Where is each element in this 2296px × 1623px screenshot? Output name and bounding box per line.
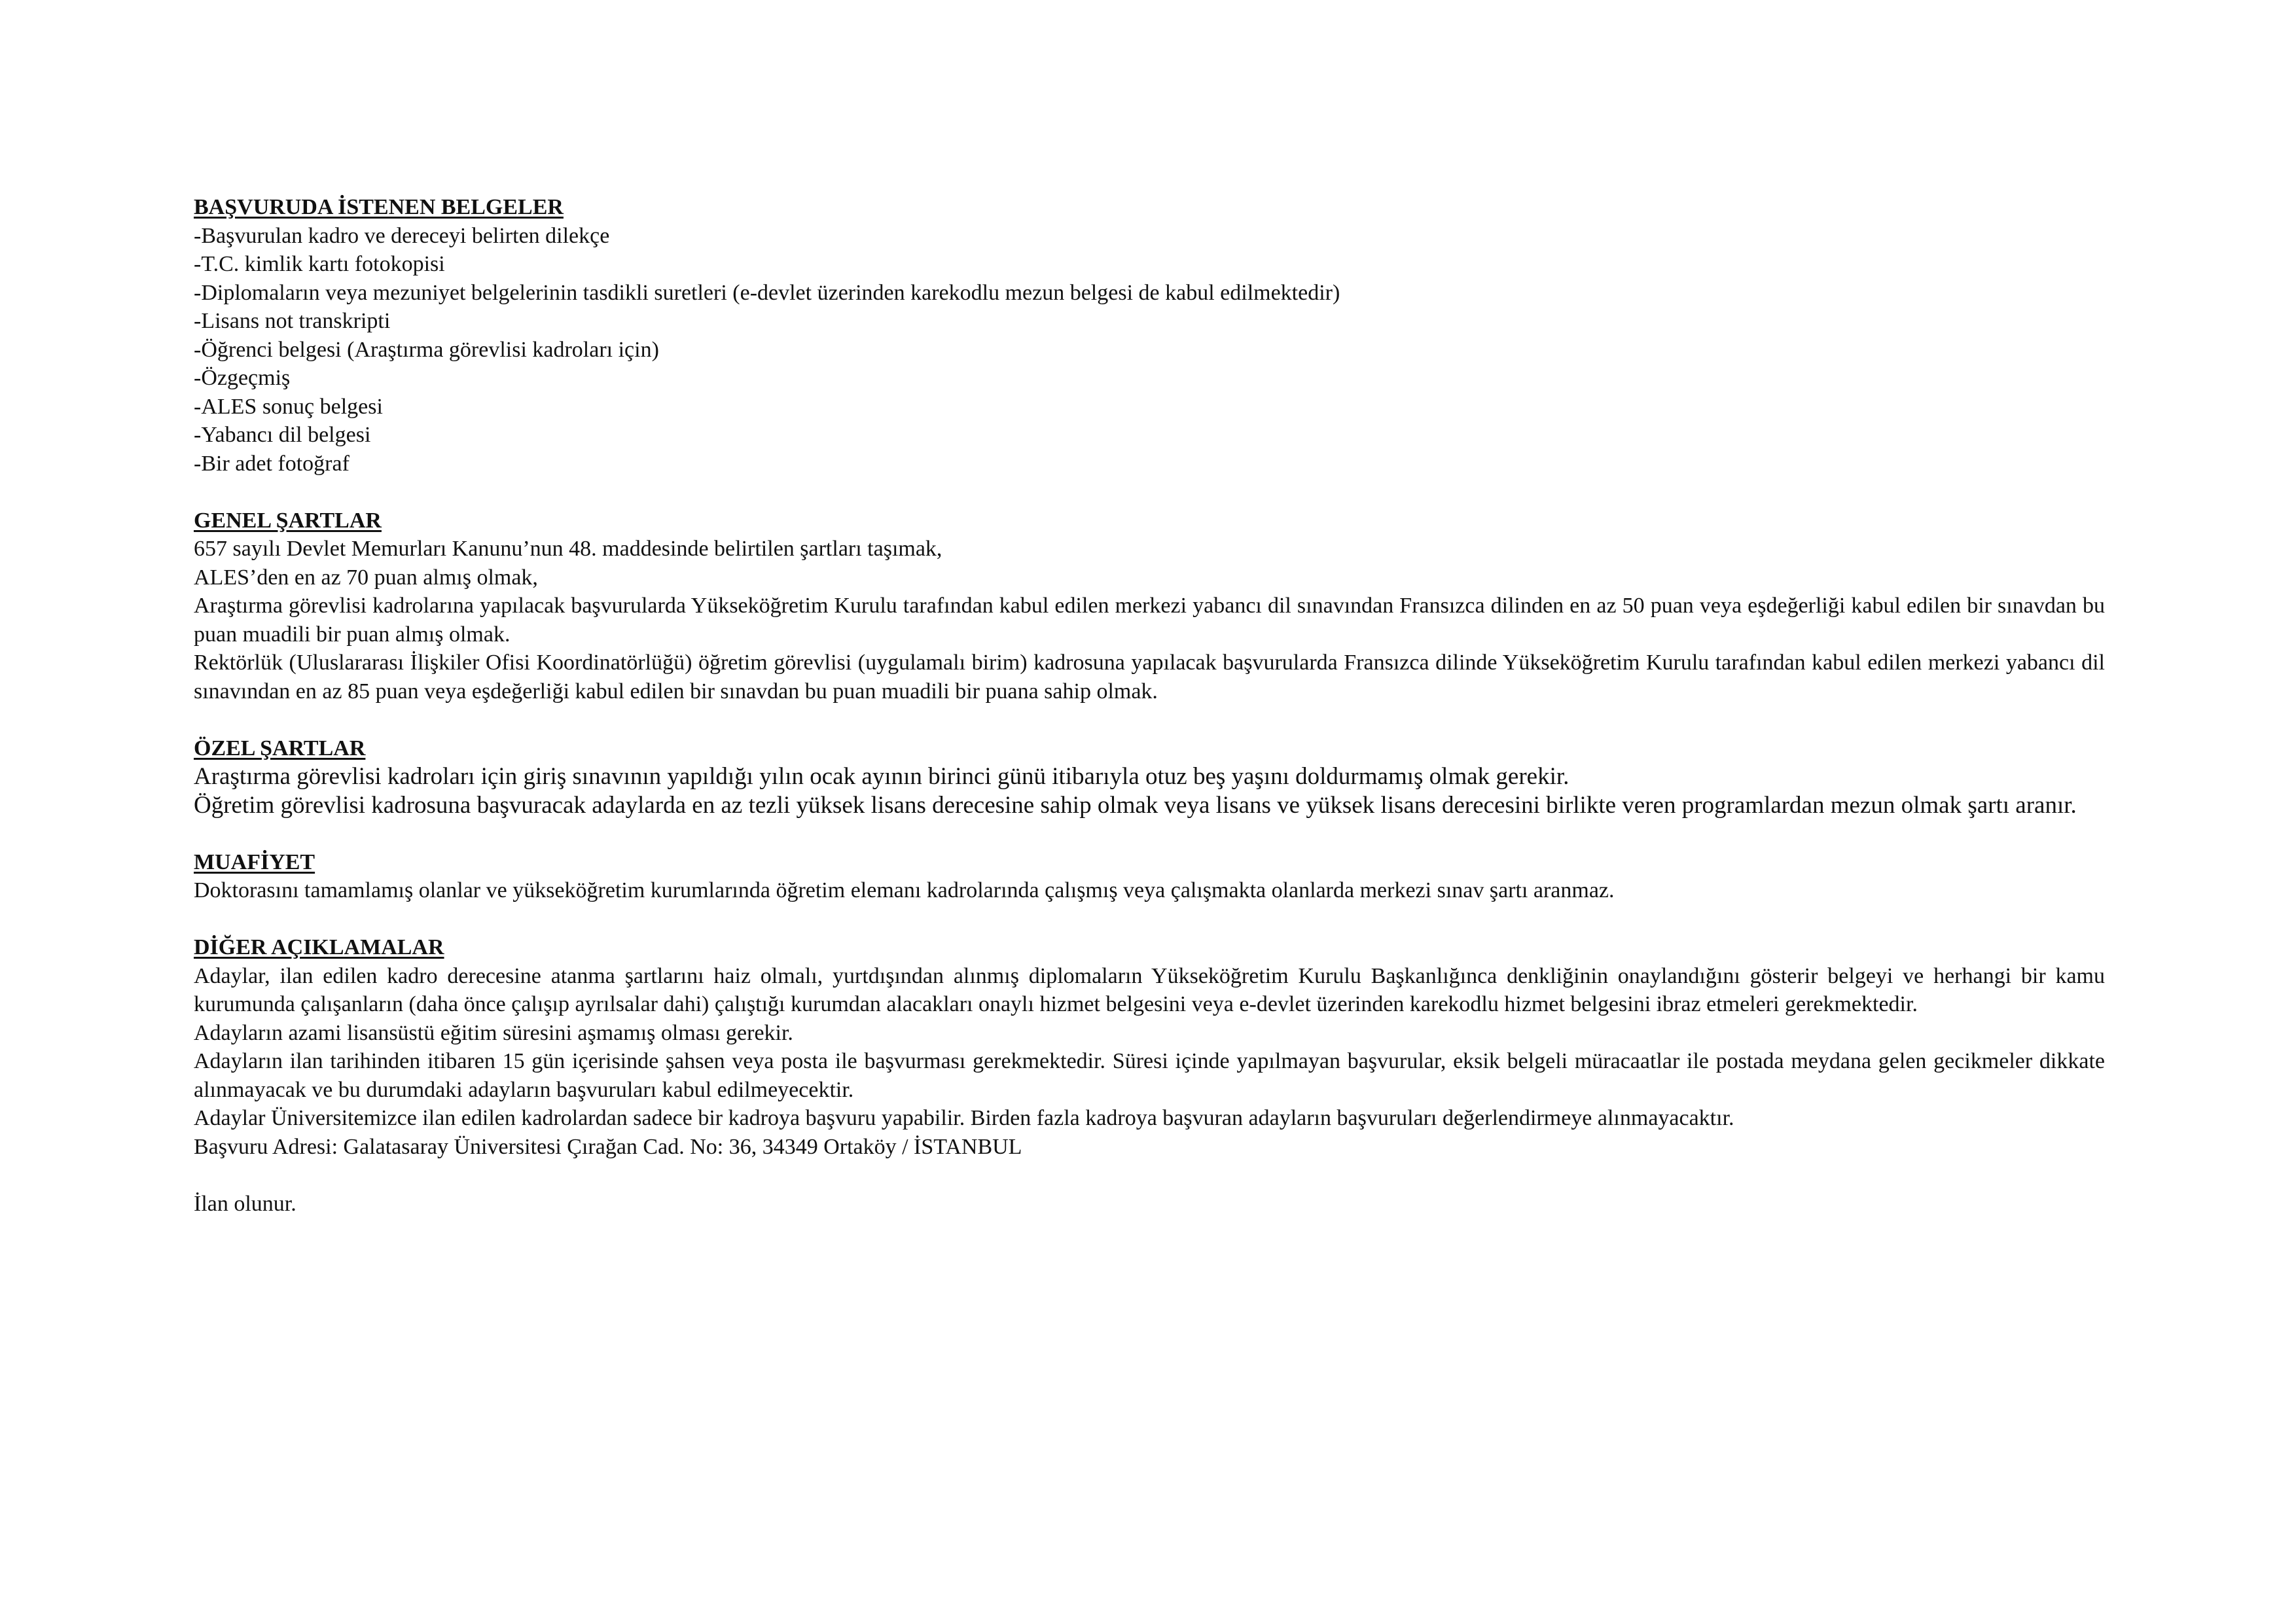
paragraph: Araştırma görevlisi kadrolarına yapılacak başvurularda Yükseköğretim Kurulu tarafından kabul edilen merkezi yabancı dil sınavından Fransızca dilinden en az 50 puan veya eşdeğerliği kabul edilen bir sınavdan bu puan muadili bir puan almış olmak. (194, 594, 2105, 647)
section-heading-general-conditions: GENEL ŞARTLAR (194, 508, 382, 533)
paragraph: Adaylar Üniversitemizce ilan edilen kadrolardan sadece bir kadroya başvuru yapabilir. Birden fazla kadroya başvuran adayların başvuruları değerlendirmeye alınmayacaktır. (194, 1106, 1734, 1130)
section-required-documents (194, 193, 2105, 478)
paragraph: Rektörlük (Uluslararası İlişkiler Ofisi Koordinatörlüğü) öğretim görevlisi (uygulamalı birim) kadrosuna yapılacak başvurularda Fransızca dilinde Yükseköğretim Kurulu tarafından kabul edilen merkezi yabancı dil sınavından en az 85 puan veya eşdeğerliği kabul edilen bir sınavdan bu puan muadili bir puana sahip olmak. (194, 651, 2105, 704)
section-special-conditions (194, 734, 2105, 820)
closing-text: İlan olunur. (194, 1191, 296, 1216)
list-item: -Öğrenci belgesi (Araştırma görevlisi kadroları için) (194, 337, 659, 362)
section-heading-other-notes: DİĞER AÇIKLAMALAR (194, 935, 444, 959)
section-heading-exemption: MUAFİYET (194, 849, 315, 874)
document-page (194, 193, 2105, 1218)
list-item: -Diplomaların veya mezuniyet belgelerinin tasdikli suretleri (e-devlet üzerinden karekodlu mezun belgesi de kabul edilmektedir) (194, 280, 1340, 305)
paragraph: Adayların ilan tarihinden itibaren 15 gün içerisinde şahsen veya posta ile başvurması gerekmektedir. Süresi içinde yapılmayan başvurular, eksik belgeli müracaatlar ile postada meydana gelen gecikmeler dikkate alınmayacak ve bu durumdaki adayların başvuruları kabul edilmeyecektir. (194, 1049, 2105, 1102)
paragraph: Doktorasını tamamlamış olanlar ve yükseköğretim kurumlarında öğretim elemanı kadrolarında çalışmış veya çalışmakta olanlarda merkezi sınav şartı aranmaz. (194, 878, 1615, 902)
list-item: -ALES sonuç belgesi (194, 394, 383, 419)
list-item: -T.C. kimlik kartı fotokopisi (194, 252, 445, 276)
list-item: -Bir adet fotoğraf (194, 451, 350, 476)
list-item: -Lisans not transkripti (194, 309, 391, 333)
section-exemption (194, 848, 2105, 905)
section-heading-special-conditions: ÖZEL ŞARTLAR (194, 736, 366, 760)
paragraph: 657 sayılı Devlet Memurları Kanunu’nun 48. maddesinde belirtilen şartları taşımak, (194, 537, 942, 561)
list-item: -Özgeçmiş (194, 366, 291, 390)
section-heading-required-documents: BAŞVURUDA İSTENEN BELGELER (194, 195, 564, 219)
list-item: -Yabancı dil belgesi (194, 423, 371, 447)
paragraph: Araştırma görevlisi kadroları için giriş sınavının yapıldığı yılın ocak ayının birinci günü itibarıyla otuz beş yaşını doldurmamış olmak gerekir. (194, 763, 1570, 790)
section-other-notes (194, 933, 2105, 1161)
paragraph: Öğretim görevlisi kadrosuna başvuracak adaylarda en az tezli yüksek lisans derecesine sahip olmak veya lisans ve yüksek lisans derecesini birlikte veren programlardan mezun olmak şartı aranır. (194, 791, 2077, 819)
section-general-conditions (194, 507, 2105, 706)
paragraph: Adayların azami lisansüstü eğitim süresini aşmamış olması gerekir. (194, 1020, 793, 1045)
application-address: Başvuru Adresi: Galatasaray Üniversitesi Çırağan Cad. No: 36, 34349 Ortaköy / İSTANBUL (194, 1134, 1022, 1159)
paragraph: Adaylar, ilan edilen kadro derecesine atanma şartlarını haiz olmalı, yurtdışından alınmış diplomaların Yükseköğretim Kurulu Başkanlığınca denkliğinin onaylandığını gösterir belgeyi ve herhangi bir kamu kurumunda çalışanların (daha önce çalışıp ayrılsalar dahi) çalıştığı kurumdan alacakları onaylı hizmet belgesini veya e-devlet üzerinden karekodlu hizmet belgesini ibraz etmeleri gerekmektedir. (194, 963, 2105, 1016)
list-item: -Başvurulan kadro ve dereceyi belirten dilekçe (194, 223, 610, 248)
paragraph: ALES’den en az 70 puan almış olmak, (194, 565, 538, 590)
